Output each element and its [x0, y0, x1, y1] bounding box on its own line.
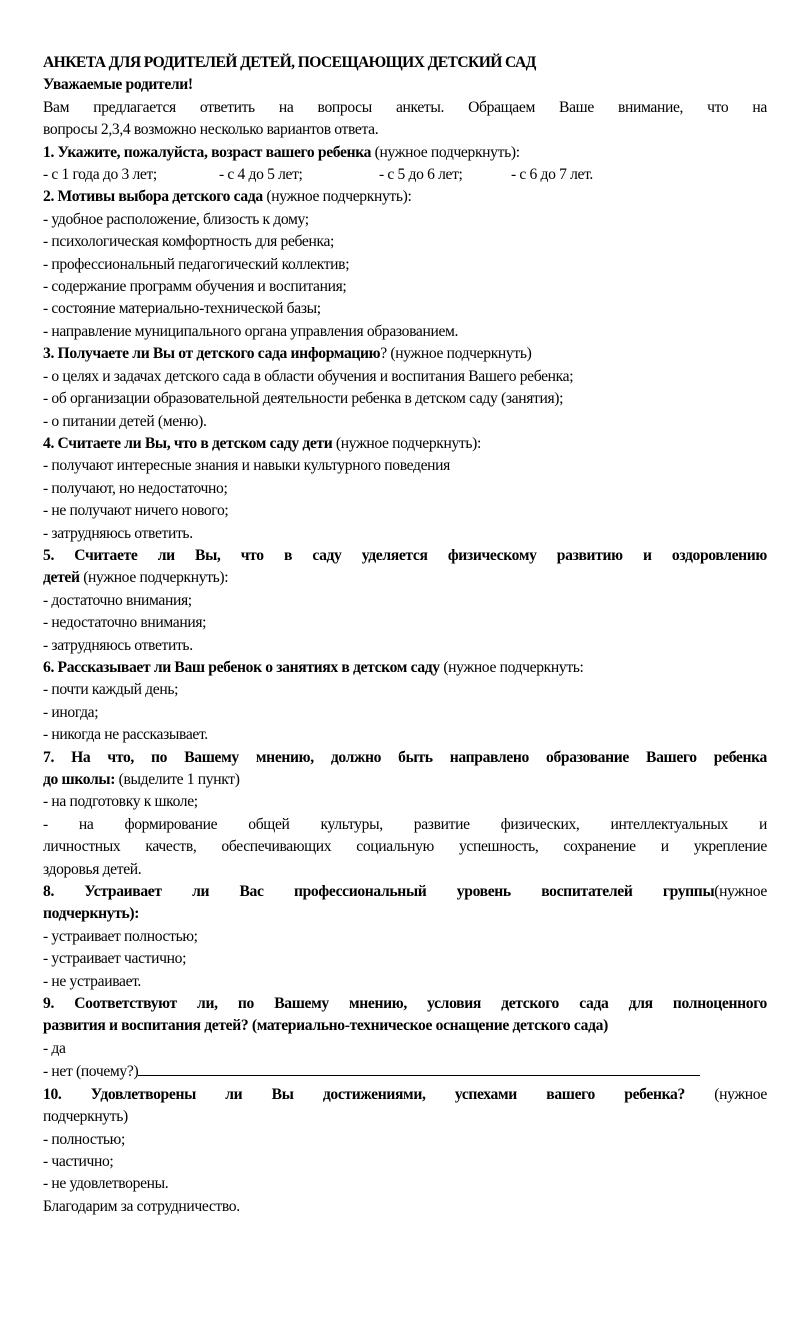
q7-option-1[interactable]: - на подготовку к школе; [43, 793, 198, 811]
question-4-hint: (нужное подчеркнуть): [332, 434, 481, 452]
question-7-text-end: до школы: [43, 771, 116, 788]
q10-option-3[interactable]: - не удовлетворены. [43, 1175, 169, 1193]
greeting: Уважаемые родители! [43, 76, 193, 94]
q4-option-2[interactable]: - получают, но недостаточно; [43, 479, 228, 497]
q8-option-3[interactable]: - не устраивает. [43, 972, 141, 990]
question-7-line-2 [43, 769, 767, 791]
q9-option-no [43, 1060, 767, 1083]
q6-option-1[interactable]: - почти каждый день; [43, 681, 179, 699]
q3-option-1[interactable]: - о целях и задачах детского сада в области обучения и воспитания Вашего ребенка; [43, 367, 574, 385]
question-4-text: 4. Считаете ли Вы, что в детском саду дети [43, 434, 333, 452]
q1-option-1[interactable]: - с 1 года до 3 лет; [43, 166, 157, 184]
question-2-text: 2. Мотивы выбора детского сада [43, 188, 263, 206]
q10-option-2[interactable]: - частично; [43, 1152, 114, 1170]
q8-option-2[interactable]: - устраивает частично; [43, 950, 187, 968]
question-2-hint: (нужное подчеркнуть): [262, 188, 412, 206]
question-6 [43, 657, 767, 679]
question-4 [43, 433, 767, 455]
question-5-text-end: детей [43, 569, 80, 587]
q5-option-2[interactable]: - недостаточно внимания; [43, 614, 207, 632]
q9-option-yes[interactable]: - да [43, 1039, 66, 1057]
q8-option-1[interactable]: - устраивает полностью; [43, 927, 198, 945]
q7-option-2-line-2[interactable]: личностных качеств, обеспечивающих социальную успешность, сохранение и укрепление [43, 838, 767, 856]
q5-option-1[interactable]: - достаточно внимания; [43, 591, 192, 609]
question-7-text: 7. На что, по Вашему мнению, должно быть направлено образование Вашего ребенка [43, 748, 767, 766]
q2-option-3[interactable]: - профессиональный педагогический коллектив; [43, 255, 350, 273]
question-8-hint: (нужное [714, 883, 767, 901]
question-9-text: 9. Соответствуют ли, по Вашему мнению, условия детского сада для полноценного [43, 995, 767, 1013]
q9-reason-blank-line[interactable] [138, 1060, 700, 1076]
q3-option-2[interactable]: - об организации образовательной деятельности ребенка в детском саду (занятия); [43, 390, 564, 408]
question-2 [43, 186, 767, 208]
q7-option-2-line-3[interactable]: здоровья детей. [43, 860, 142, 878]
q2-option-5[interactable]: - состояние материально-технической базы; [43, 300, 321, 318]
q6-option-3[interactable]: - никогда не рассказывает. [43, 726, 208, 744]
q6-option-2[interactable]: - иногда; [43, 703, 99, 721]
intro-line-1: Вам предлагается ответить на вопросы анкеты. Обращаем Ваше внимание, что на [43, 98, 767, 116]
question-10-text: 10. Удовлетворены ли Вы достижениями, успехами вашего ребенка? [43, 1085, 685, 1103]
question-3-hint: ? (нужное подчеркнуть) [380, 345, 532, 363]
question-1 [43, 142, 767, 164]
question-6-text: 6. Рассказывает ли Ваш ребенок о занятиях в детском саду [43, 658, 440, 676]
question-1-hint: (нужное подчеркнуть): [371, 143, 520, 161]
q1-option-3[interactable]: - с 5 до 6 лет; [379, 166, 463, 184]
q1-option-2[interactable]: - с 4 до 5 лет; [219, 166, 303, 184]
question-6-hint: (нужное подчеркнуть: [439, 658, 584, 676]
question-5-line-2 [43, 567, 767, 589]
q4-option-1[interactable]: - получают интересные знания и навыки культурного поведения [43, 457, 450, 475]
question-3-text: 3. Получаете ли Вы от детского сада информацию [43, 345, 381, 363]
question-3 [43, 343, 767, 365]
q7-option-2-line-1[interactable]: - на формирование общей культуры, развитие физических, интеллектуальных и [43, 815, 767, 833]
q10-option-1[interactable]: - полностью; [43, 1130, 125, 1148]
q9-option-no-label[interactable]: - нет (почему?) [43, 1063, 139, 1081]
question-8-text: 8. Устраивает ли Вас профессиональный уровень воспитателей группы [43, 883, 715, 901]
q3-option-3[interactable]: - о питании детей (меню). [43, 412, 207, 430]
page-title: АНКЕТА ДЛЯ РОДИТЕЛЕЙ ДЕТЕЙ, ПОСЕЩАЮЩИХ ДЕТСКИЙ САД [43, 54, 536, 71]
q4-option-3[interactable]: - не получают ничего нового; [43, 502, 229, 520]
question-1-text: 1. Укажите, пожалуйста, возраст вашего ребенка [43, 143, 372, 161]
q2-option-4[interactable]: - содержание программ обучения и воспитания; [43, 278, 347, 296]
q4-option-4[interactable]: - затрудняюсь ответить. [43, 524, 193, 542]
question-8 [43, 881, 767, 903]
question-1-options [43, 164, 767, 186]
question-5-text: 5. Считаете ли Вы, что в саду уделяется физическому развитию и оздоровлению [43, 546, 767, 564]
question-8-hint-end: подчеркнуть): [43, 905, 140, 923]
q2-option-6[interactable]: - направление муниципального органа управления образованием. [43, 322, 459, 340]
question-9-text-end: развития и воспитания детей? (материально-техническое оснащение детского сада) [43, 1017, 608, 1035]
intro-line-2: вопросы 2,3,4 возможно несколько вариантов ответа. [43, 121, 379, 139]
closing-thanks: Благодарим за сотрудничество. [43, 1197, 240, 1215]
q2-option-2[interactable]: - психологическая комфортность для ребенка; [43, 233, 334, 251]
q2-option-1[interactable]: - удобное расположение, близость к дому; [43, 210, 309, 228]
question-7-hint: (выделите 1 пункт) [115, 771, 240, 788]
q1-option-4[interactable]: - с 6 до 7 лет. [511, 166, 593, 184]
question-10-hint-end: подчеркнуть) [43, 1108, 128, 1126]
question-10 [43, 1084, 767, 1106]
question-5-hint: (нужное подчеркнуть): [79, 569, 229, 587]
question-10-hint: (нужное [684, 1085, 767, 1103]
q5-option-3[interactable]: - затрудняюсь ответить. [43, 636, 193, 654]
